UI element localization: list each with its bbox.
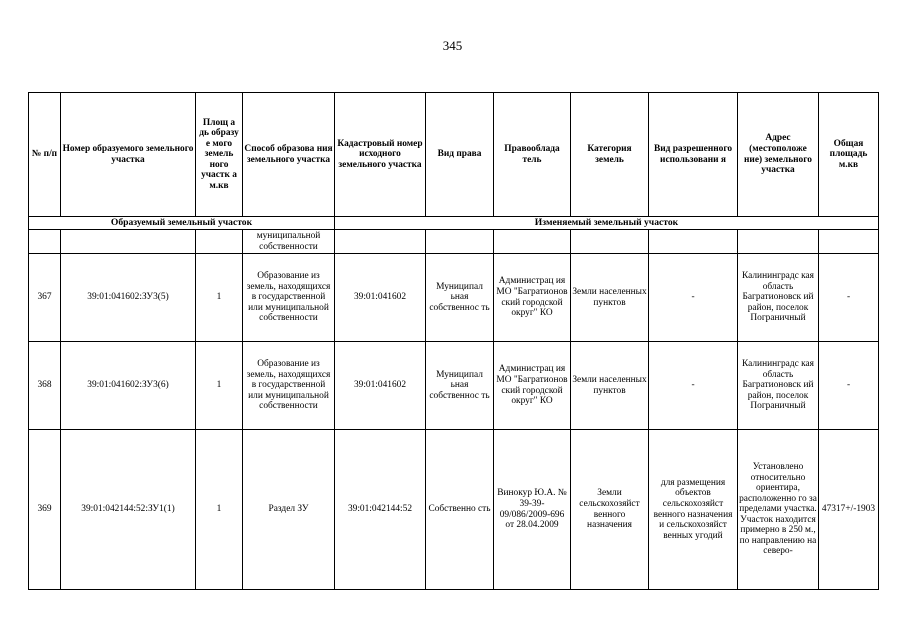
cell-num: 368 [29, 342, 61, 430]
cell-area: 1 [196, 254, 243, 342]
cell-cadastral: 39:01:042144:52 [335, 430, 426, 590]
col-header-address: Адрес (местоположе ние) земельного участка [738, 93, 819, 217]
header-row [29, 93, 879, 217]
col-header-owner: Правооблада тель [494, 93, 571, 217]
col-header-right-type: Вид права [426, 93, 494, 217]
cell-use: - [649, 254, 738, 342]
table-row [29, 342, 879, 430]
cell-use: для размещения объектов сельскохозяйст венного назначения и сельскохозяйст венных угодий [649, 430, 738, 590]
cell-num: 367 [29, 254, 61, 342]
cell-cadastral: 39:01:041602 [335, 342, 426, 430]
cell-method: Раздел ЗУ [243, 430, 335, 590]
section-changed: Изменяемый земельный участок [335, 217, 879, 230]
cell-use: - [649, 342, 738, 430]
cell-address: Установлено относительно ориентира, расположенно го за пределами участка. Участок находится примерно в 250 м., по направлению на северо- [738, 430, 819, 590]
cell-method: Образование из земель, находящихся в государственной или муниципальной собственности [243, 342, 335, 430]
cell-category: Земли сельскохозяйст венного назначения [571, 430, 649, 590]
cell-category: Земли населенных пунктов [571, 254, 649, 342]
col-header-total-area: Общая площадь м.кв [819, 93, 879, 217]
cell-address: Калининградс кая область Багратионовск ий район, поселок Пограничный [738, 342, 819, 430]
cell-right-type: Собственно сть [426, 430, 494, 590]
cell-right-type: Муниципал ьная собственнос ть [426, 254, 494, 342]
table-row [29, 230, 879, 254]
cell-total-area: 47317+/-1903 [819, 430, 879, 590]
cell-cadastral: 39:01:041602 [335, 254, 426, 342]
cell-plot-number: 39:01:042144:52:ЗУ1(1) [61, 430, 196, 590]
table-row [29, 430, 879, 590]
table-row [29, 254, 879, 342]
cell-owner: Администрац ия МО "Багратионов ский городской округ" КО [494, 254, 571, 342]
col-header-area: Площ а дь образу е мого земель ного участк а м.кв [196, 93, 243, 217]
section-row [29, 217, 879, 230]
col-header-method: Способ образова ния земельного участка [243, 93, 335, 217]
page-number: 345 [442, 38, 463, 53]
col-header-use: Вид разрешенного использовани я [649, 93, 738, 217]
cell-category: Земли населенных пунктов [571, 342, 649, 430]
cell-address: Калининградс кая область Багратионовск ий район, поселок Пограничный [738, 254, 819, 342]
cell-plot-number: 39:01:041602:ЗУ3(5) [61, 254, 196, 342]
cell-owner: Администрац ия МО "Багратионов ский городской округ" КО [494, 342, 571, 430]
section-formed: Образуемый земельный участок [29, 217, 335, 230]
cell-method: Образование из земель, находящихся в государственной или муниципальной собственности [243, 254, 335, 342]
land-plots-table [28, 92, 879, 590]
cell-right-type: Муниципал ьная собственнос ть [426, 342, 494, 430]
cell-area: 1 [196, 430, 243, 590]
cell-total-area: - [819, 254, 879, 342]
cell-method: муниципальной собственности [243, 230, 335, 254]
cell-total-area: - [819, 342, 879, 430]
cell-plot-number: 39:01:041602:ЗУ3(6) [61, 342, 196, 430]
cell-owner: Винокур Ю.А. № 39-39-09/086/2009-696 от 28.04.2009 [494, 430, 571, 590]
col-header-cadastral: Кадастровый номер исходного земельного участка [335, 93, 426, 217]
col-header-category: Категория земель [571, 93, 649, 217]
cell-area: 1 [196, 342, 243, 430]
col-header-plot-number: Номер образуемого земельного участка [61, 93, 196, 217]
cell-num: 369 [29, 430, 61, 590]
col-header-num: № п/п [29, 93, 61, 217]
